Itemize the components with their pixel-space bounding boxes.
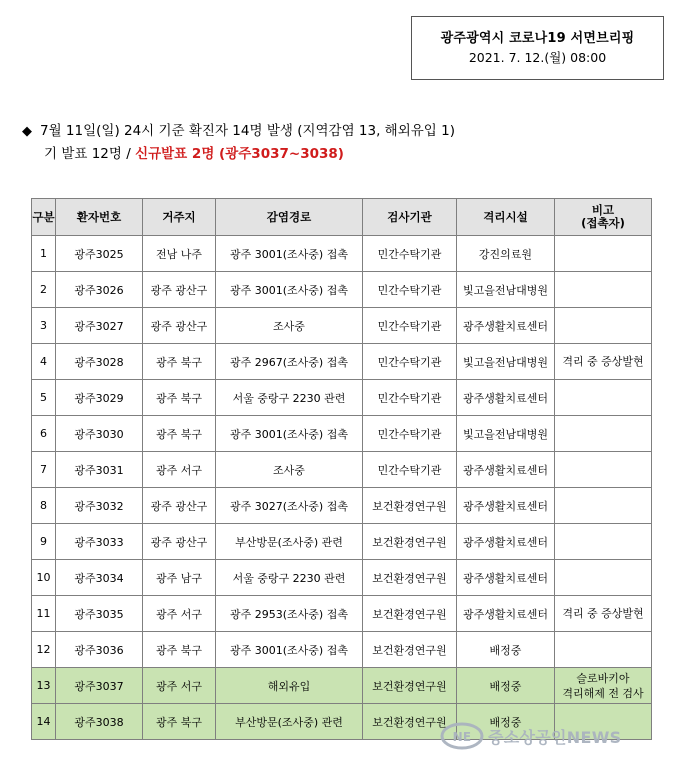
- cell-residence: 광주 남구: [143, 560, 216, 596]
- cell-patient: 광주3029: [56, 380, 143, 416]
- table-row: [32, 632, 652, 668]
- cell-route: 해외유입: [216, 668, 363, 704]
- cell-lab: 민간수탁기관: [363, 452, 457, 488]
- cell-facility: 배정중: [457, 704, 555, 740]
- cell-lab: 보건환경연구원: [363, 704, 457, 740]
- cell-patient: 광주3036: [56, 632, 143, 668]
- cell-lab: 보건환경연구원: [363, 668, 457, 704]
- cell-note-line-2: 격리해제 전 검사: [562, 686, 644, 700]
- cell-no: 9: [32, 524, 56, 560]
- cell-note: [555, 560, 652, 596]
- cell-patient: 광주3030: [56, 416, 143, 452]
- cell-no: 12: [32, 632, 56, 668]
- cell-facility: 광주생활치료센터: [457, 308, 555, 344]
- cell-patient: 광주3027: [56, 308, 143, 344]
- table-row: [32, 488, 652, 524]
- header-residence: 거주지: [143, 199, 216, 236]
- cell-patient: 광주3035: [56, 596, 143, 632]
- cell-no: 10: [32, 560, 56, 596]
- cell-note-line-1: 격리 중 증상발현: [562, 355, 644, 368]
- cell-residence: 광주 북구: [143, 344, 216, 380]
- table-row: [32, 668, 652, 704]
- svg-text:NE: NE: [452, 730, 472, 744]
- table-row: [32, 236, 652, 272]
- news-logo-icon: [440, 722, 484, 750]
- cell-route: 광주 3027(조사중) 접촉: [216, 488, 363, 524]
- table-row: [32, 380, 652, 416]
- cell-lab: 민간수탁기관: [363, 236, 457, 272]
- cell-route: 광주 2953(조사중) 접촉: [216, 596, 363, 632]
- cell-route: 광주 2967(조사중) 접촉: [216, 344, 363, 380]
- table-row: [32, 272, 652, 308]
- watermark: [440, 721, 621, 751]
- summary-line-1: [22, 120, 455, 143]
- cell-residence: 광주 광산구: [143, 272, 216, 308]
- cell-route: 광주 3001(조사중) 접촉: [216, 272, 363, 308]
- cell-note: [555, 488, 652, 524]
- cell-facility: 광주생활치료센터: [457, 380, 555, 416]
- cell-no: 4: [32, 344, 56, 380]
- table-row: [32, 308, 652, 344]
- table-row: [32, 344, 652, 380]
- cell-lab: 민간수탁기관: [363, 308, 457, 344]
- watermark-text: 중소상공인NEWS: [488, 727, 622, 747]
- header-note-main: 비고: [591, 203, 615, 217]
- cell-lab: 민간수탁기관: [363, 416, 457, 452]
- briefing-header-box: [411, 16, 664, 80]
- cell-note: [555, 632, 652, 668]
- cell-patient: 광주3031: [56, 452, 143, 488]
- cell-facility: 빛고을전남대병원: [457, 344, 555, 380]
- cell-route: 광주 3001(조사중) 접촉: [216, 632, 363, 668]
- cell-no: 5: [32, 380, 56, 416]
- cell-note: [555, 308, 652, 344]
- cell-patient: 광주3038: [56, 704, 143, 740]
- briefing-date: 2021. 7. 12.(월) 08:00: [468, 50, 607, 65]
- cell-no: 6: [32, 416, 56, 452]
- cell-lab: 보건환경연구원: [363, 632, 457, 668]
- cell-facility: 배정중: [457, 632, 555, 668]
- table-row: [32, 596, 652, 632]
- cell-residence: 광주 서구: [143, 452, 216, 488]
- cell-facility: 배정중: [457, 668, 555, 704]
- cell-patient: 광주3025: [56, 236, 143, 272]
- cell-patient: 광주3028: [56, 344, 143, 380]
- cell-facility: 광주생활치료센터: [457, 452, 555, 488]
- cell-route: 광주 3001(조사중) 접촉: [216, 236, 363, 272]
- cell-facility: 빛고을전남대병원: [457, 272, 555, 308]
- briefing-title: 광주광역시 코로나19 서면브리핑: [440, 31, 635, 46]
- cell-facility: 빛고을전남대병원: [457, 416, 555, 452]
- cases-table: [31, 198, 652, 740]
- cell-no: 1: [32, 236, 56, 272]
- cell-no: 13: [32, 668, 56, 704]
- cell-note-line-1: 격리 중 증상발현: [562, 607, 644, 620]
- cell-note: [555, 344, 652, 380]
- table-row: [32, 452, 652, 488]
- cell-residence: 광주 서구: [143, 596, 216, 632]
- cell-residence: 광주 북구: [143, 416, 216, 452]
- table-row: [32, 416, 652, 452]
- cell-note: [555, 668, 652, 704]
- header-patient: 환자번호: [56, 199, 143, 236]
- cell-note: [555, 596, 652, 632]
- header-lab: 검사기관: [363, 199, 457, 236]
- cell-note-line-1: 슬로바키아: [576, 671, 630, 685]
- header-route: 감염경로: [216, 199, 363, 236]
- table-row: [32, 560, 652, 596]
- cell-note: [555, 416, 652, 452]
- cell-lab: 민간수탁기관: [363, 380, 457, 416]
- cell-no: 11: [32, 596, 56, 632]
- cell-patient: 광주3034: [56, 560, 143, 596]
- cell-facility: 광주생활치료센터: [457, 560, 555, 596]
- cell-route: 부산방문(조사중) 관련: [216, 524, 363, 560]
- table-header-row: [32, 199, 652, 236]
- cell-patient: 광주3032: [56, 488, 143, 524]
- cell-facility: 강진의료원: [457, 236, 555, 272]
- table-body: [32, 236, 652, 740]
- cell-note: [555, 452, 652, 488]
- header-note: [555, 199, 652, 236]
- cell-lab: 보건환경연구원: [363, 488, 457, 524]
- summary-line-1-text: 7월 11일(일) 24시 기준 확진자 14명 발생 (지역감염 13, 해외유입 1): [40, 123, 455, 139]
- cell-residence: 광주 북구: [143, 380, 216, 416]
- table-row: [32, 524, 652, 560]
- cell-residence: 광주 북구: [143, 704, 216, 740]
- header-no: 구분: [32, 199, 56, 236]
- summary-line-2-prefix: 기 발표 12명 /: [44, 146, 131, 162]
- cell-lab: 보건환경연구원: [363, 560, 457, 596]
- cell-residence: 전남 나주: [143, 236, 216, 272]
- header-note-sub: (접촉자): [581, 216, 625, 230]
- cell-patient: 광주3026: [56, 272, 143, 308]
- cell-note: [555, 524, 652, 560]
- cell-no: 14: [32, 704, 56, 740]
- cell-residence: 광주 광산구: [143, 488, 216, 524]
- cell-note: [555, 236, 652, 272]
- summary-line-2-highlight: 신규발표 2명 (광주3037~3038): [135, 146, 344, 162]
- cell-lab: 민간수탁기관: [363, 272, 457, 308]
- cell-note: [555, 380, 652, 416]
- cell-no: 3: [32, 308, 56, 344]
- cell-residence: 광주 서구: [143, 668, 216, 704]
- cell-lab: 보건환경연구원: [363, 596, 457, 632]
- cell-route: 조사중: [216, 452, 363, 488]
- cell-route: 부산방문(조사중) 관련: [216, 704, 363, 740]
- cell-facility: 광주생활치료센터: [457, 488, 555, 524]
- cell-route: 조사중: [216, 308, 363, 344]
- cell-facility: 광주생활치료센터: [457, 524, 555, 560]
- cell-residence: 광주 광산구: [143, 524, 216, 560]
- summary-block: [22, 120, 455, 165]
- summary-line-2: [22, 143, 455, 165]
- cell-residence: 광주 광산구: [143, 308, 216, 344]
- header-facility: 격리시설: [457, 199, 555, 236]
- cell-no: 8: [32, 488, 56, 524]
- cell-patient: 광주3037: [56, 668, 143, 704]
- cell-lab: 보건환경연구원: [363, 524, 457, 560]
- cell-no: 7: [32, 452, 56, 488]
- cell-patient: 광주3033: [56, 524, 143, 560]
- cell-lab: 민간수탁기관: [363, 344, 457, 380]
- cell-route: 서울 중랑구 2230 관련: [216, 380, 363, 416]
- cell-route: 광주 3001(조사중) 접촉: [216, 416, 363, 452]
- cell-note: [555, 272, 652, 308]
- cell-route: 서울 중랑구 2230 관련: [216, 560, 363, 596]
- cell-residence: 광주 북구: [143, 632, 216, 668]
- diamond-bullet-icon: ◆: [22, 124, 32, 139]
- cell-facility: 광주생활치료센터: [457, 596, 555, 632]
- cell-no: 2: [32, 272, 56, 308]
